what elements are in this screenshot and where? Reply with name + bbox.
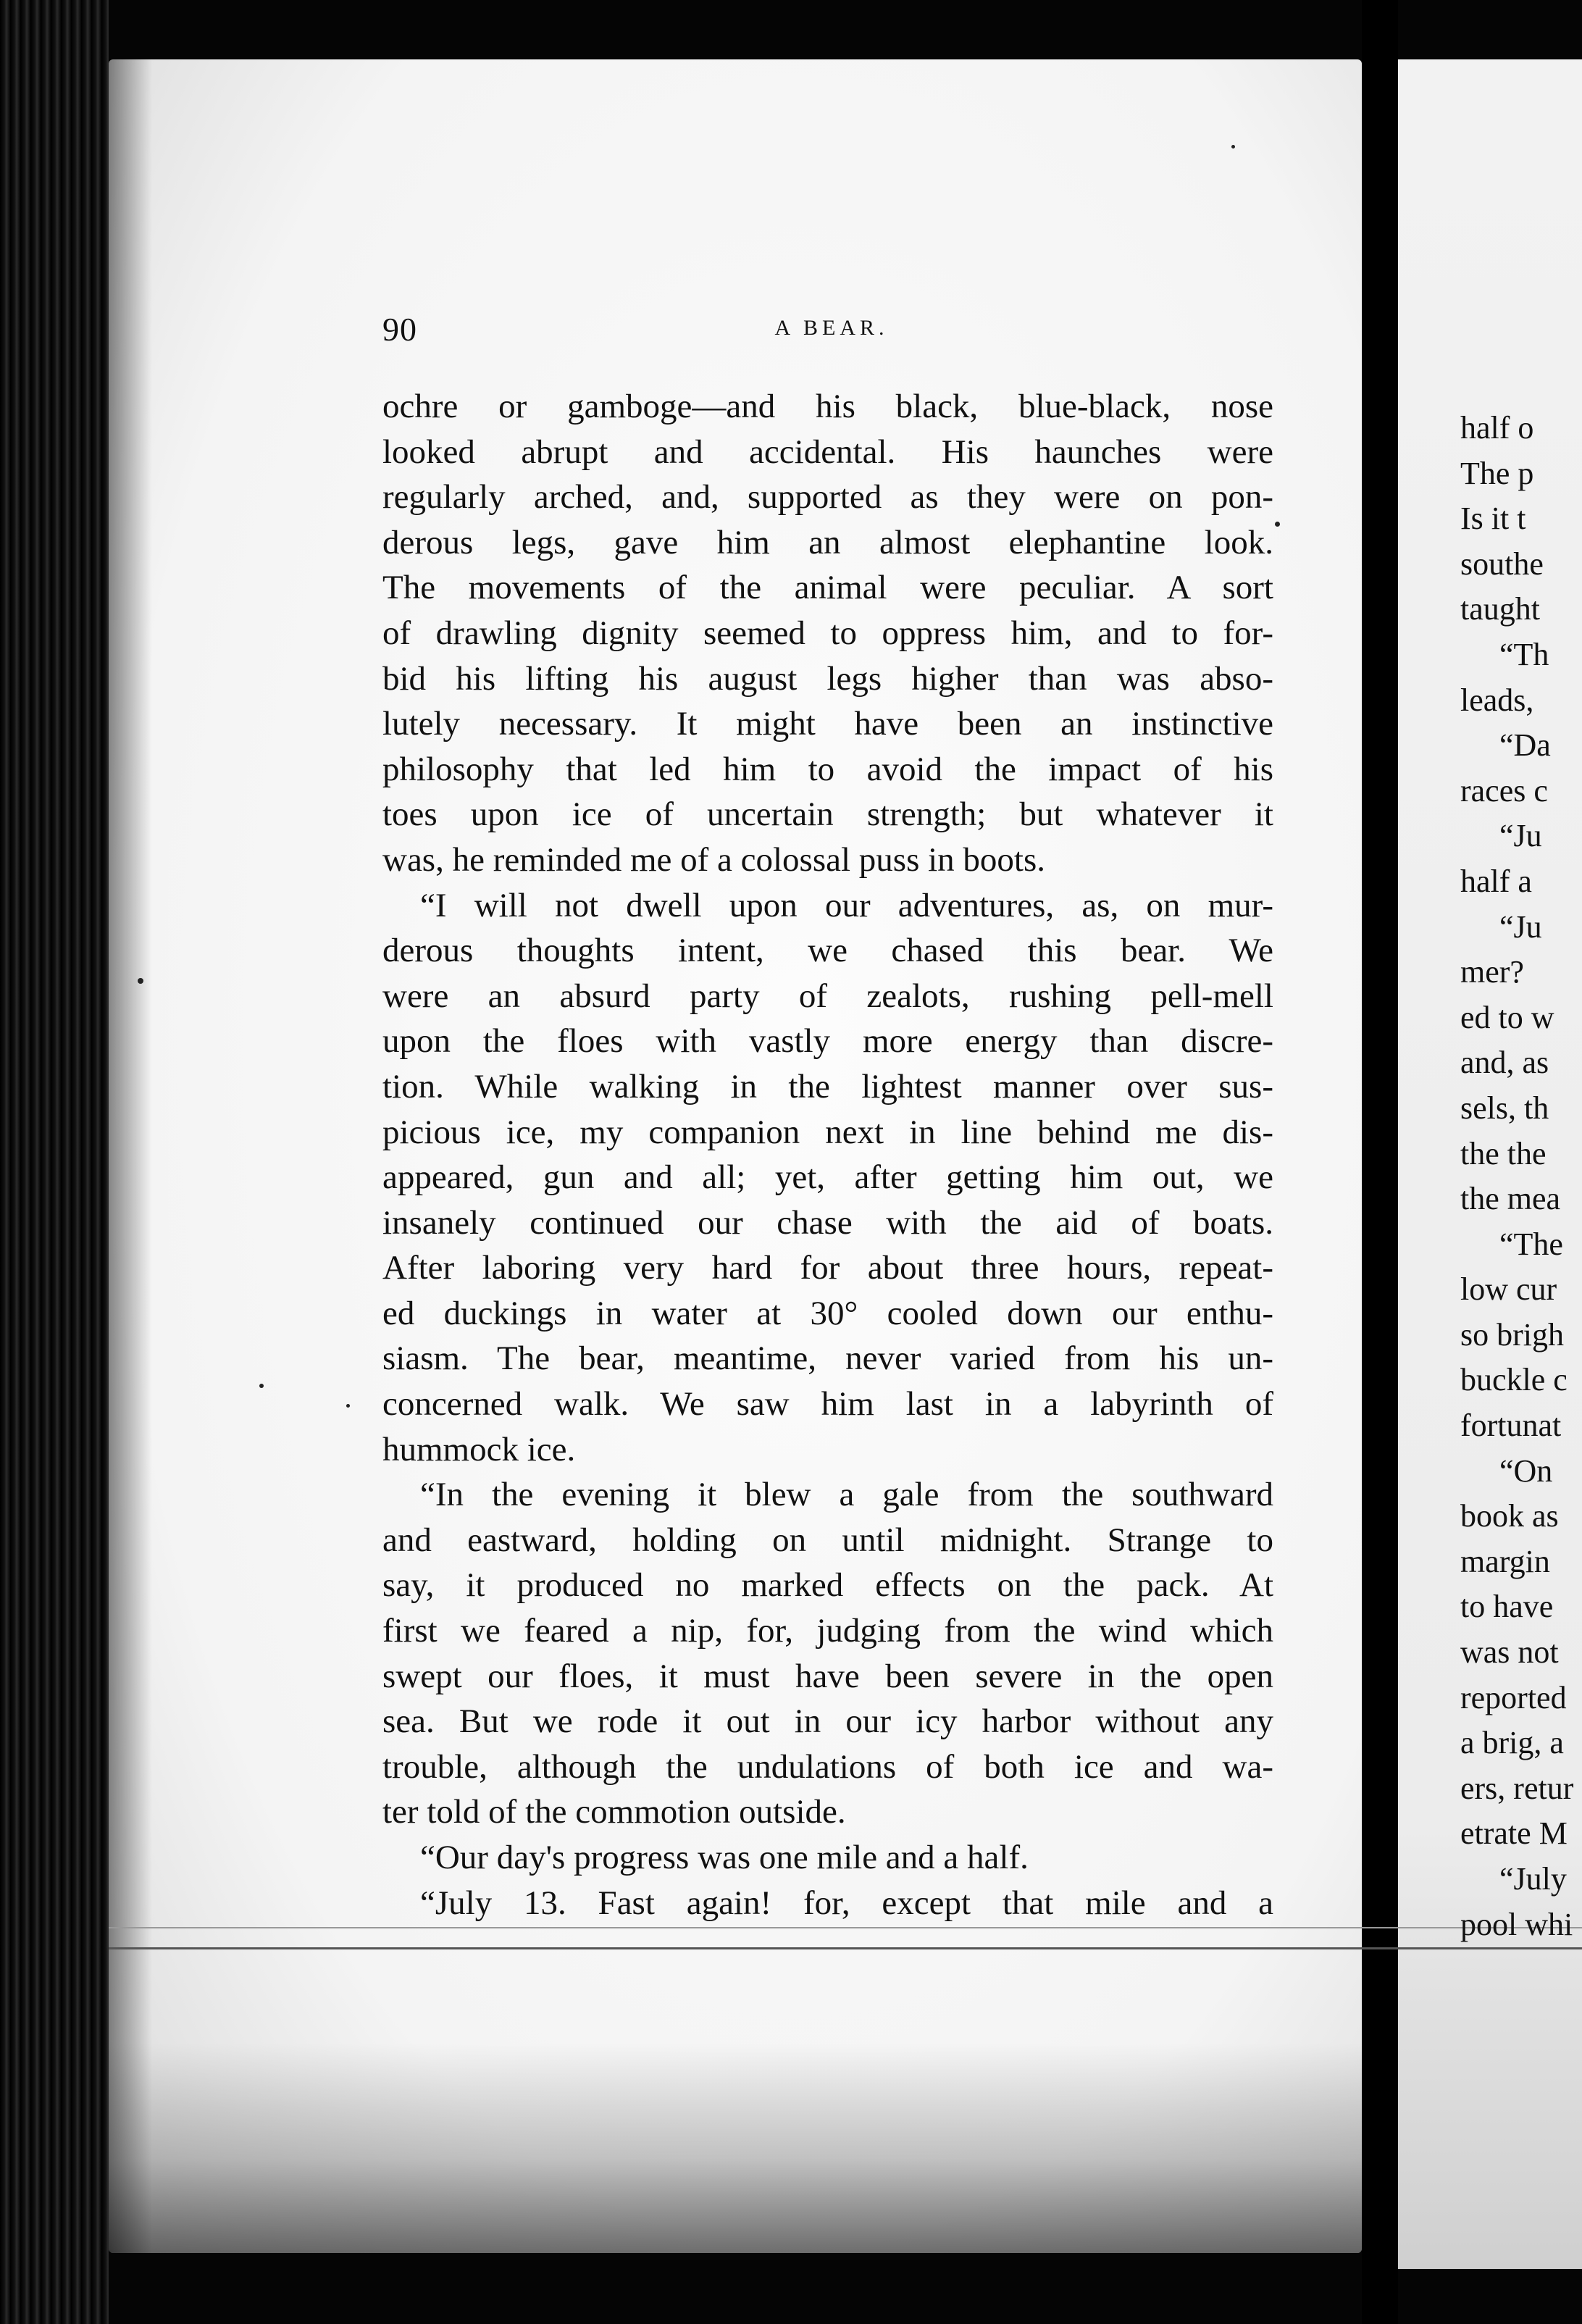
right-page-text [1460,406,1582,1947]
text-line: ed duckings in water at 30° cooled down our enthu- [382,1294,1273,1332]
text-line: After laboring very hard for about three hours, repeat- [382,1249,1273,1287]
running-head: A BEAR. [774,316,889,340]
text-line: buckle c [1460,1362,1568,1398]
page-shadow [109,2043,1362,2253]
text-line: ers, retur [1460,1770,1574,1806]
text-line: bid his lifting his august legs higher than was abso- [382,659,1273,698]
text-line: first we feared a nip, for, judging from the wind which [382,1612,1273,1650]
text-line: derous legs, gave him an almost elephantine look. [382,523,1273,561]
text-line: “Ju [1499,908,1542,945]
text-line: a brig, a [1460,1725,1564,1761]
scan-speck [1275,522,1280,527]
text-line: concerned walk. We saw him last in a labyrinth of [382,1385,1273,1424]
text-line: “I will not dwell upon our adventures, as, on mur- [420,886,1273,924]
text-line: of drawling dignity seemed to oppress him, and to for- [382,614,1273,652]
scan-speck [138,978,143,984]
scan-line [109,1947,1582,1949]
text-line: book as [1460,1498,1559,1534]
text-line: ter told of the commotion outside. [382,1793,846,1831]
text-line: lutely necessary. It might have been an instinctive [382,705,1273,743]
scan-speck [346,1404,350,1408]
text-line: Is it t [1460,501,1526,537]
text-line: was not [1460,1634,1559,1671]
text-line: ed to w [1460,999,1554,1035]
text-line: margin [1460,1543,1550,1579]
text-line: appeared, gun and all; yet, after getting him out, we [382,1158,1273,1197]
text-line: “Th [1499,636,1549,672]
text-line: looked abrupt and accidental. His haunches were [382,432,1273,471]
text-line: sea. But we rode it out in our icy harbor without any [382,1702,1273,1741]
text-line: derous thoughts intent, we chased this bear. We [382,932,1273,970]
text-line: and eastward, holding on until midnight. Strange to [382,1521,1273,1559]
text-line: insanely continued our chase with the aid of boats. [382,1203,1273,1242]
text-line: the mea [1460,1181,1561,1217]
book-edge [0,0,109,2324]
text-line: “In the evening it blew a gale from the southward [420,1476,1273,1514]
text-line: upon the floes with vastly more energy than discre- [382,1022,1273,1061]
text-line: etrate M [1460,1815,1568,1852]
text-line: “Ju [1499,818,1542,854]
page-number: 90 [382,311,417,348]
text-line: races c [1460,772,1548,808]
scan-speck [1231,145,1235,149]
text-line: “Our day's progress was one mile and a half. [420,1839,1029,1876]
text-line: so brigh [1460,1316,1564,1353]
page-header [382,310,1281,354]
text-line: and, as [1460,1045,1549,1081]
left-page-text [382,384,1273,1926]
book-gutter [1362,0,1398,2324]
scan-line [109,1927,1582,1928]
text-line: taught [1460,591,1540,627]
text-line: “Da [1499,727,1551,764]
text-line: ochre or gamboge—and his black, blue-black, nose [382,388,1273,425]
text-line: picious ice, my companion next in line behind me dis- [382,1113,1273,1151]
text-line: fortunat [1460,1408,1562,1444]
text-line: low cur [1460,1271,1557,1308]
text-line: “The [1499,1226,1563,1262]
text-line: toes upon ice of uncertain strength; but whatever it [382,795,1273,834]
text-line: “July 13. Fast again! for, except that mile and a [420,1884,1273,1922]
text-line: sels, th [1460,1090,1549,1126]
text-line: “On [1499,1452,1553,1489]
text-line: say, it produced no marked effects on the pack. At [382,1566,1273,1605]
text-line: trouble, although the undulations of both ice and wa- [382,1747,1273,1786]
text-line: philosophy that led him to avoid the impact of his [382,750,1273,788]
text-line: the the [1460,1135,1547,1171]
text-line: was, he reminded me of a colossal puss in boots. [382,840,1046,879]
text-line: “July [1499,1861,1567,1897]
text-line: reported [1460,1679,1567,1715]
page-shadow [109,59,152,2253]
text-line: half a [1460,863,1532,899]
text-line: The p [1460,455,1534,491]
text-line: The movements of the animal were peculiar. A sort [382,569,1273,607]
text-line: siasm. The bear, meantime, never varied from his un- [382,1339,1273,1378]
text-line: pool whi [1460,1906,1573,1942]
text-line: swept our floes, it must have been severe in the open [382,1657,1273,1695]
text-line: mer? [1460,954,1524,990]
text-line: were an absurd party of zealots, rushing pell-mell [382,977,1273,1015]
text-line: leads, [1460,682,1534,718]
text-line: southe [1460,546,1544,582]
text-line: half o [1460,410,1534,446]
text-line: to have [1460,1589,1554,1625]
text-line: regularly arched, and, supported as they were on pon- [382,478,1273,517]
text-line: tion. While walking in the lightest manner over sus- [382,1067,1273,1105]
text-line: hummock ice. [382,1430,576,1468]
scan-speck [259,1384,264,1388]
